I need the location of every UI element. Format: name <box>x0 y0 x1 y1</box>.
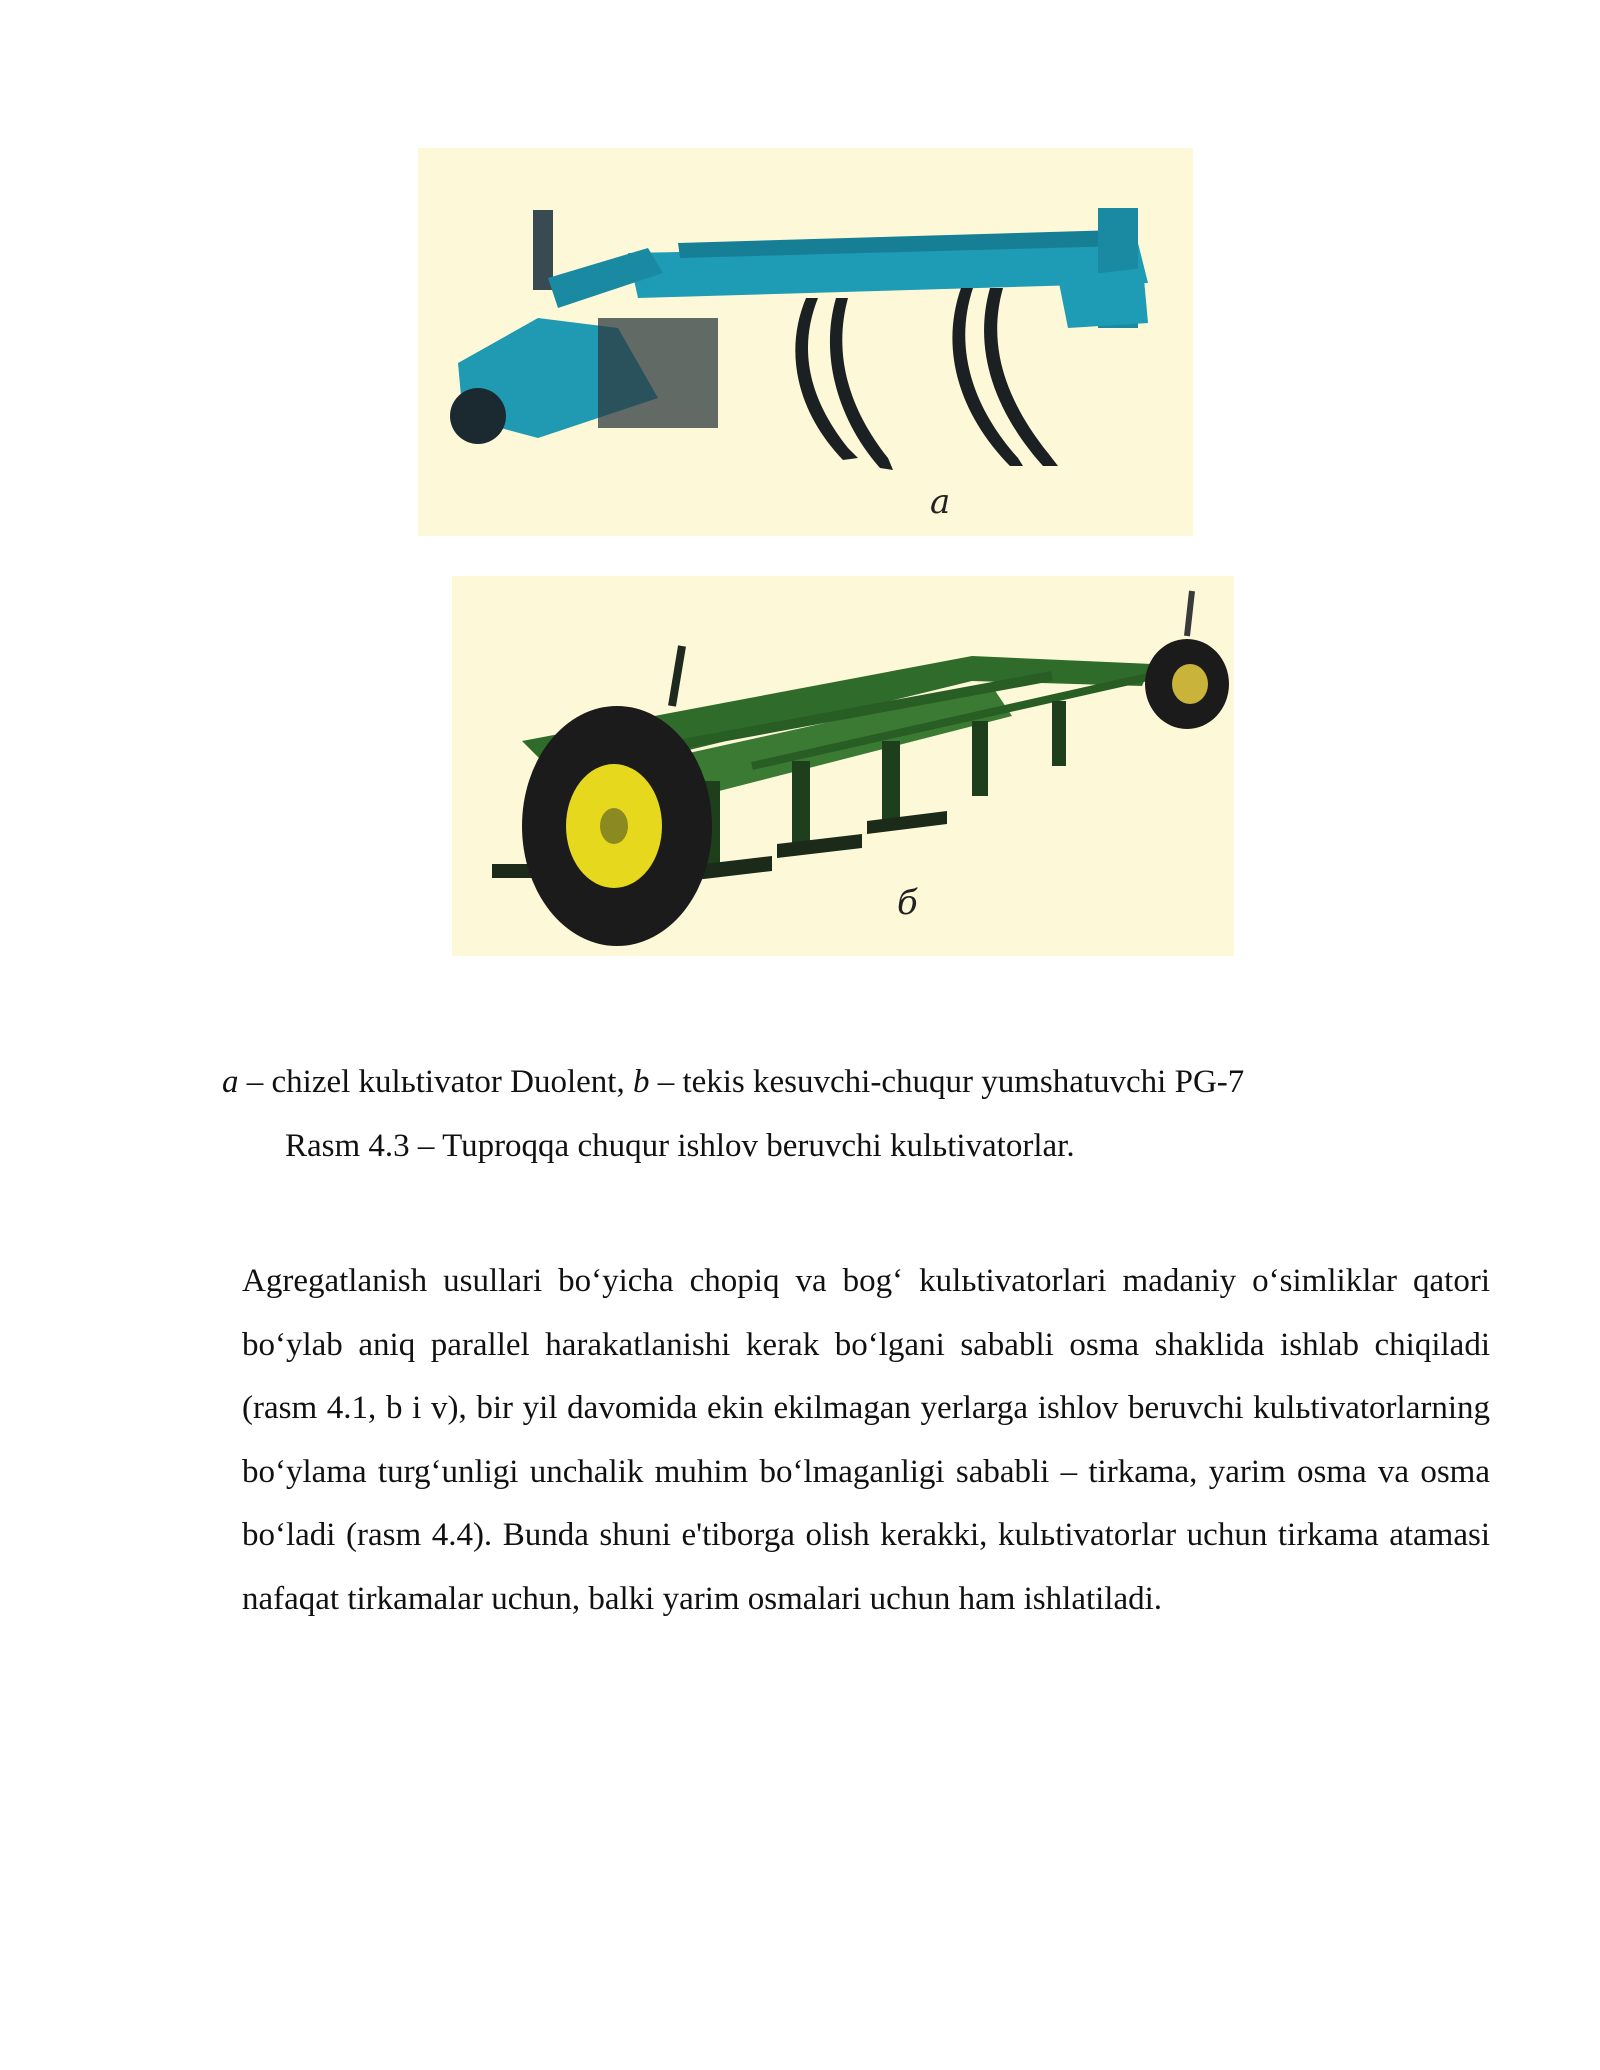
shank-5 <box>1052 701 1066 766</box>
panel-a-letter: a <box>930 482 951 522</box>
caption-a-text: – chizel kulьtivator Duolent, <box>238 1064 633 1100</box>
chisel-cultivator-illustration <box>418 148 1193 536</box>
figure-caption-title: Rasm 4.3 – Tuproqqa chuqur ishlov beruvchi kulьtivatorlar. <box>285 1128 1075 1164</box>
figure-a-chisel-cultivator <box>418 148 1193 536</box>
figure-b-deep-loosener <box>452 576 1234 956</box>
deep-loosener-illustration <box>452 576 1234 956</box>
gauge-wheel-screw <box>1187 591 1192 636</box>
shank-3 <box>882 741 900 826</box>
body-paragraph: Agregatlanish usullari bo‘yicha chopiq va bog‘ kulьtivatorlari madaniy o‘simliklar qatori bo‘ylab aniq parallel harakatlanishi kerak bo‘lgani sababli osma shaklida ishlab chiqiladi (rasm 4.1, b i v), bir yil davomida ekin ekilmagan yerlarga ishlov beruvchi kulьtivatorlarning bo‘ylama turg‘unligi unchalik muhim bo‘lmaganligi sababli – tirkama, yarim osma va osma bo‘ladi (rasm 4.4). Bunda shuni e'tiborga olish kerakki, kulьtivatorlar uchun tirkama atamasi nafaqat tirkamalar uchun, balki yarim osmalari uchun ham ishlatiladi. <box>242 1263 1490 1617</box>
hitch-post <box>672 646 682 706</box>
front-roller <box>450 388 506 444</box>
panel-b-letter: б <box>897 883 918 923</box>
gauge-wheel-hub <box>1172 664 1208 704</box>
sweep-2 <box>777 834 862 858</box>
shank-1 <box>795 298 858 460</box>
caption-b-text: – tekis kesuvchi-chuqur yumshatuvchi PG-7 <box>649 1064 1245 1100</box>
support-wheel-axle <box>600 808 628 844</box>
caption-b-letter: b <box>632 1064 650 1100</box>
hitch-arm <box>548 248 663 308</box>
figure-caption-legend <box>222 1062 1244 1102</box>
caption-a-letter: a <box>222 1064 239 1100</box>
shank-4 <box>972 721 988 796</box>
rear-plate <box>1058 268 1148 328</box>
shank-2 <box>792 761 810 851</box>
drive-assembly <box>598 318 718 428</box>
sweep-3 <box>867 811 947 834</box>
